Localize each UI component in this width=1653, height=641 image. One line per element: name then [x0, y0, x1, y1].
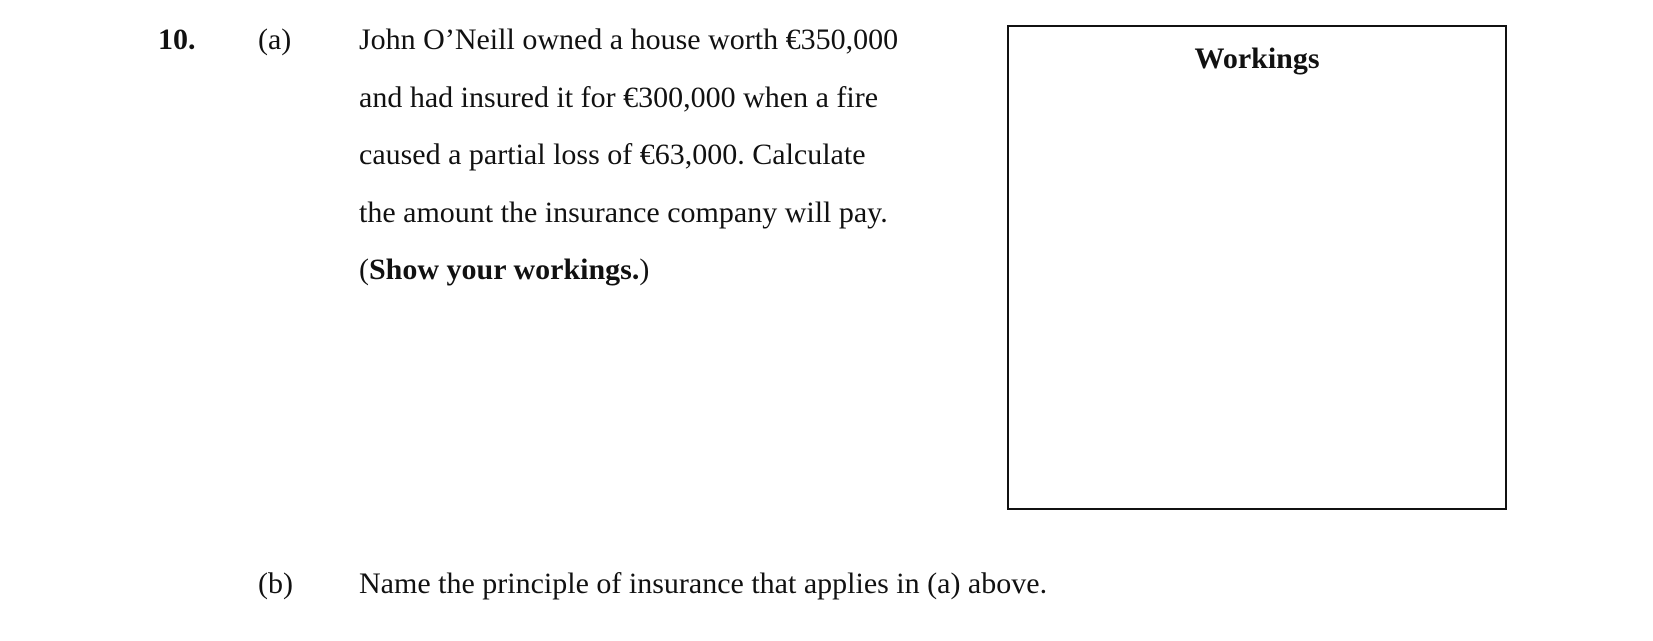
- question-number: 10.: [158, 23, 196, 56]
- part-b-label: (b): [258, 567, 293, 600]
- workings-answer-box[interactable]: [1007, 25, 1507, 510]
- instruction-close-paren: ): [639, 253, 650, 286]
- instruction-open-paren: (: [359, 253, 369, 286]
- part-a-question: [359, 20, 979, 290]
- instruction-bold-text: Show your workings.: [369, 253, 640, 286]
- question-line: John O’Neill owned a house worth €350,000: [359, 23, 899, 56]
- question-line: caused a partial loss of €63,000. Calculate: [359, 138, 866, 171]
- part-b-question: Name the principle of insurance that applies in (a) above.: [359, 567, 1048, 600]
- part-a-label: (a): [258, 23, 292, 56]
- workings-title: Workings: [1194, 42, 1320, 75]
- workings-instruction: [359, 250, 979, 290]
- question-line: and had insured it for €300,000 when a fire: [359, 80, 879, 114]
- question-line: the amount the insurance company will pay.: [359, 195, 888, 229]
